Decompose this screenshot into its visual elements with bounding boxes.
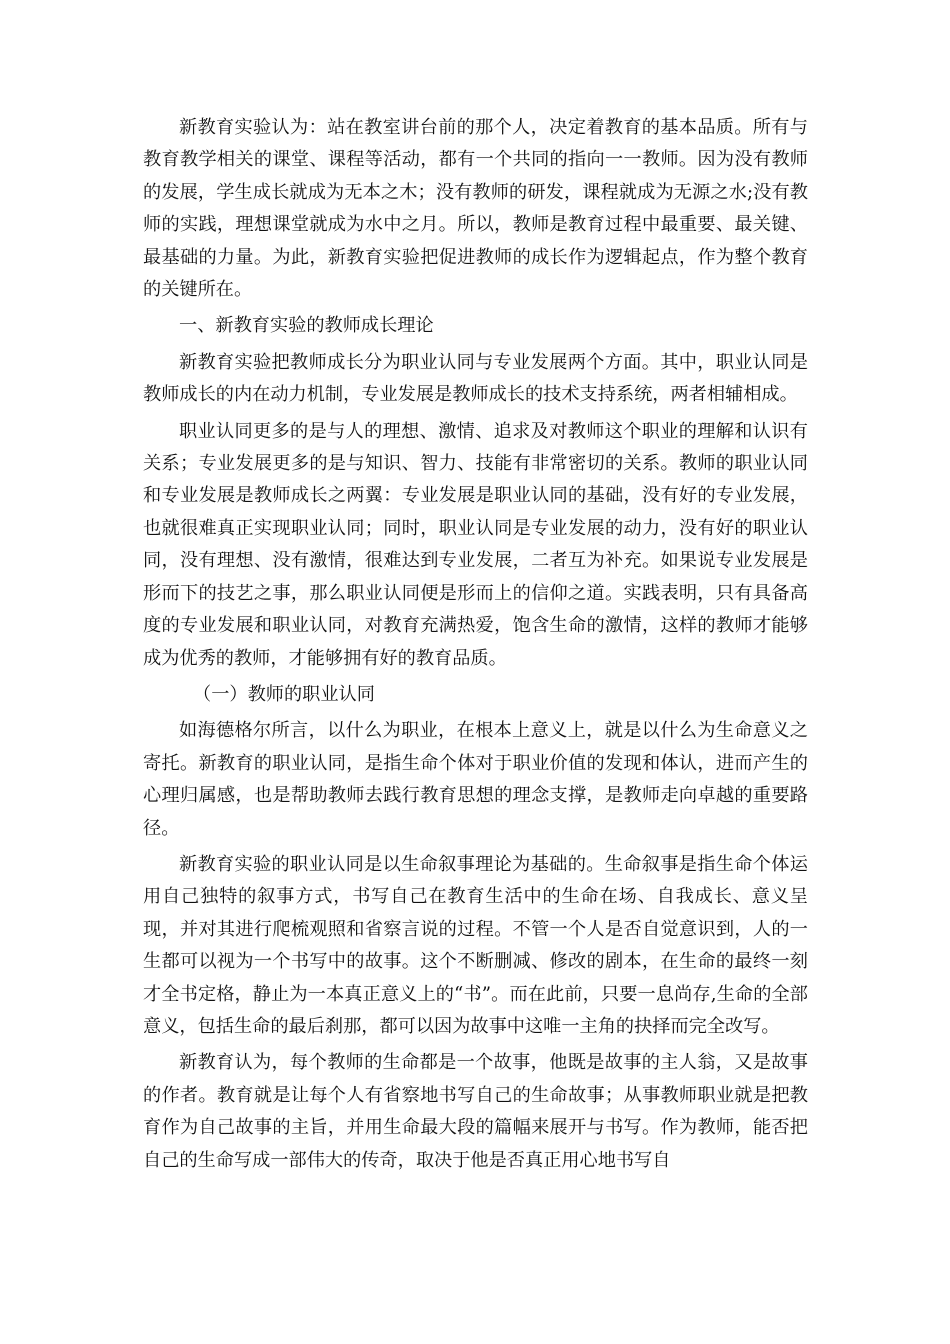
section-heading-theory: 一、新教育实验的教师成长理论 — [179, 315, 434, 337]
paragraph-two-aspects: 新教育实验把教师成长分为职业认同与专业发展两个方面。其中，职业认同是教师成长的内在动力机制，专业发展是教师成长的技术支持系统，两者相辅相成。 — [143, 351, 808, 406]
subsection-heading-identity: （一）教师的职业认同 — [193, 683, 375, 705]
document-page — [143, 112, 808, 1181]
paragraph-life-narrative: 新教育实验的职业认同是以生命叙事理论为基础的。生命叙事是指生命个体运用自己独特的叙事方式，书写自己在教育生活中的生命在场、自我成长、意义呈现，并对其进行爬梳观照和省察言说的过程。不管一个人是否自觉意识到，人的一生都可以视为一个书写中的故事。这个不断删减、修改的剧本，在生命的最终一刻才全书定格，静止为一本真正意义上的“书”。而在此前，只要一息尚存,生命的全部意义，包括生命的最后刹那，都可以因为故事中这唯一主角的抉择而完全改写。 — [143, 853, 808, 1037]
paragraph-intro: 新教育实验认为：站在教室讲台前的那个人，决定着教育的基本品质。所有与教育教学相关的课堂、课程等活动，都有一个共同的指向一一教师。因为没有教师的发展，学生成长就成为无本之木；没有教师的研发，课程就成为无源之水;没有教师的实践，理想课堂就成为水中之月。所以，教师是教育过程中最重要、最关键、最基础的力量。为此，新教育实验把促进教师的成长作为逻辑起点，作为整个教育的关键所在。 — [143, 117, 808, 301]
paragraph-heidegger: 如海德格尔所言，以什么为职业，在根本上意义上，就是以什么为生命意义之寄托。新教育的职业认同，是指生命个体对于职业价值的发现和体认，进而产生的心理归属感，也是帮助教师去践行教育思想的理念支撑，是教师走向卓越的重要路径。 — [143, 720, 808, 839]
paragraph-teacher-story: 新教育认为，每个教师的生命都是一个故事，他既是故事的主人翁，又是故事的作者。教育就是让每个人有省察地书写自己的生命故事；从事教师职业就是把教育作为自己故事的主旨，并用生命最大段的篇幅来展开与书写。作为教师，能否把自己的生命写成一部伟大的传奇，取决于他是否真正用心地书写自 — [143, 1052, 808, 1171]
paragraph-identity-development: 职业认同更多的是与人的理想、激情、追求及对教师这个职业的理解和认识有关系；专业发展更多的是与知识、智力、技能有非常密切的关系。教师的职业认同和专业发展是教师成长之两翼：专业发展是职业认同的基础，没有好的专业发展，也就很难真正实现职业认同；同时，职业认同是专业发展的动力，没有好的职业认同，没有理想、没有激情，很难达到专业发展，二者互为补充。如果说专业发展是形而下的技艺之事，那么职业认同便是形而上的信仰之道。实践表明，只有具备高度的专业发展和职业认同，对教育充满热爱，饱含生命的激情，这样的教师才能够成为优秀的教师，才能够拥有好的教育品质。 — [143, 420, 808, 669]
